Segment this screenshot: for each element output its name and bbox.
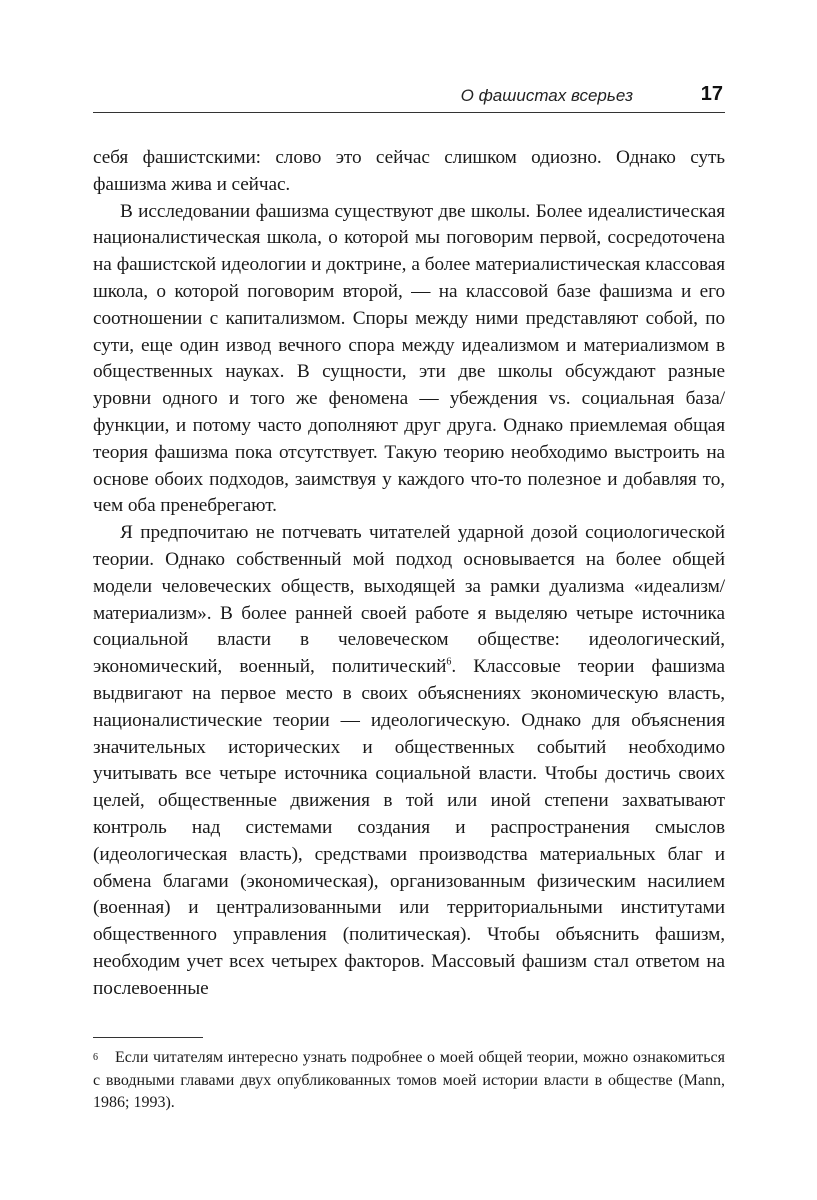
paragraph-3-part-1: Я предпочитаю не потчевать читателей ударной дозой социологической теории. Однако собственный мой подход основывается на более общей модели человеческих обществ, выходящей за рамки дуализма «идеализм/материализм». В более ранней своей работе я выделяю четыре источника социальной власти в человеческом обществе: идеологический, экономический, военный, политический	[93, 522, 725, 678]
paragraph-1: себя фашистскими: слово это сейчас слишком одиозно. Однако суть фашизма жива и сейчас.	[93, 147, 725, 195]
footnote-divider	[93, 1037, 203, 1038]
footnote	[93, 1047, 725, 1115]
paragraph-2: В исследовании фашизма существуют две школы. Более идеалистическая националистическая школа, о которой мы поговорим первой, сосредоточена на фашистской идеологии и доктрине, а более материалистическая классовая школа, о которой поговорим второй, — на классовой базе фашизма и его соотношении с капитализмом. Споры между ними представляют собой, по сути, еще один извод вечного спора между идеализмом и материализмом в общественных науках. В сущности, эти две школы обсуждают разные уровни одного и того же феномена — убеждения vs. социальная база/функции, и потому часто дополняют друг друга. Однако приемлемая общая теория фашизма пока отсутствует. Такую теорию необходимо выстроить на основе обоих подходов, заимствуя у каждого что-то полезное и добавляя то, чем оба пренебрегают.	[93, 200, 725, 517]
footnote-mark: 6	[93, 1052, 98, 1063]
paragraph-3	[93, 520, 725, 1002]
running-title: О фашистах всерьез	[460, 86, 633, 105]
body-text	[93, 145, 725, 1003]
footnote-text: Если читателям интересно узнать подробнее о моей общей теории, можно ознакомиться с вводными главами двух опубликованных томов моей истории власти в обществе (Mann, 1986; 1993).	[93, 1049, 725, 1111]
running-head	[93, 82, 725, 113]
page-number: 17	[700, 83, 723, 105]
book-page	[93, 0, 725, 1200]
paragraph-3-part-2: . Классовые теории фашизма выдвигают на первое место в своих объяснениях экономическую власть, националистические теории — идеологическую. Однако для объяснения значительных исторических и общественных событий необходимо учитывать все четыре источника социальной власти. Чтобы достичь своих целей, общественные движения в той или иной степени захватывают контроль над системами создания и распространения смыслов (идеологическая власть), средствами производства материальных благ и обмена благами (экономическая), организованным физическим насилием (военная) и централизованными или территориальными институтами общественного управления (политическая). Чтобы объяснить фашизм, необходим учет всех четырех факторов. Массовый фашизм стал ответом на послевоенные	[93, 656, 725, 999]
footnote-reference[interactable]: 6	[446, 656, 452, 668]
